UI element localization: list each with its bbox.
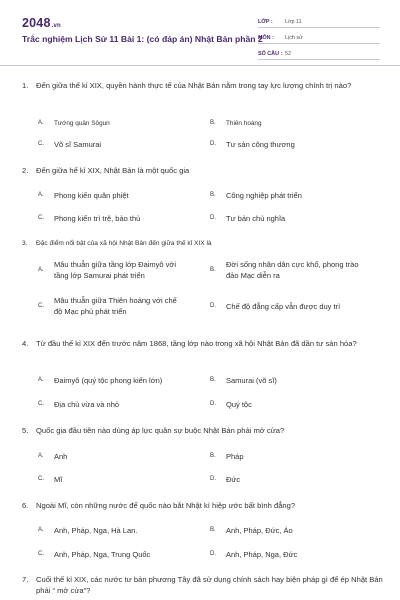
- question-stem: [22, 425, 384, 436]
- option-letter: B.: [210, 376, 216, 383]
- options-q4-row2: [22, 398, 384, 410]
- question-number: 6.: [22, 501, 29, 510]
- option-text: Tướng quân Sôgun: [54, 119, 110, 127]
- option-b[interactable]: [194, 374, 366, 386]
- meta-value: Lịch sử: [285, 35, 303, 41]
- option-b[interactable]: [194, 450, 366, 462]
- option-text: Quý tộc: [226, 399, 252, 409]
- options-q4: [22, 374, 384, 386]
- option-c[interactable]: [22, 548, 194, 560]
- options-q6-row2: [22, 548, 384, 560]
- question-2: [22, 165, 384, 176]
- option-c[interactable]: [22, 294, 194, 318]
- option-text: Đaimyô (quý tộc phong kiến lớn): [54, 375, 163, 385]
- option-letter: B.: [210, 119, 216, 126]
- meta-value: Lớp 11: [285, 19, 302, 25]
- option-letter: D.: [210, 475, 216, 482]
- page-title: Trắc nghiệm Lịch Sử 11 Bài 1: (có đáp án) Nhật Bản phần 2: [22, 34, 263, 44]
- option-text: Mâu thuẫn giữa tầng lớp Đaimyô với tầng lớp Samurai phát triển: [54, 260, 176, 280]
- question-text: Đặc điểm nổi bật của xã hội Nhật Bản đến giữa thế kỉ XIX là: [36, 240, 212, 247]
- options-q2: [22, 189, 384, 201]
- option-d[interactable]: [194, 138, 366, 150]
- option-text: Anh, Pháp, Đức, Áo: [226, 525, 293, 535]
- option-text: Chế độ đẳng cấp vẫn được duy trì: [226, 302, 341, 311]
- option-letter: A.: [38, 452, 44, 459]
- option-letter: A.: [38, 526, 44, 533]
- site-logo[interactable]: [22, 16, 61, 30]
- meta-table: [258, 14, 380, 62]
- option-a[interactable]: [22, 524, 194, 536]
- option-letter: B.: [210, 267, 216, 273]
- meta-label: MÔN :: [258, 35, 274, 41]
- question-number: 1.: [22, 81, 29, 90]
- option-text: Mâu thuẫn giữa Thiên hoàng với chế độ Mạc phủ phát triển: [54, 296, 177, 316]
- option-text: Đời sống nhân dân cực khổ, phong trào đảo Mạc diễn ra: [226, 260, 359, 280]
- option-letter: A.: [38, 267, 44, 273]
- question-number: 7.: [22, 575, 29, 584]
- option-text: Pháp: [226, 451, 244, 461]
- option-text: Anh, Pháp, Nga, Đức: [226, 549, 298, 559]
- question-stem: [22, 338, 384, 349]
- option-letter: C.: [38, 214, 44, 221]
- option-text: Phong kiến trì trệ, bảo thủ: [54, 213, 141, 223]
- option-text: Phong kiến quân phiệt: [54, 190, 129, 200]
- option-text: Anh, Pháp, Nga, Trung Quốc: [54, 549, 151, 559]
- question-number: 2.: [22, 166, 29, 175]
- meta-row-subject: [258, 30, 380, 44]
- options-q1: [22, 117, 384, 129]
- meta-label: SỐ CÂU :: [258, 51, 283, 57]
- question-text: Cuối thế kỉ XIX, các nước tư bản phương Tây đã sử dụng chính sách hay biện pháp gì để ép Nhật Bản phải “ mở cửa”?: [36, 575, 383, 595]
- options-q3: [22, 258, 384, 282]
- question-text: Quốc gia đầu tiên nào dùng áp lực quân sự buộc Nhật Bản phải mở cửa?: [36, 426, 285, 435]
- option-text: Thiên hoàng: [226, 119, 262, 127]
- options-q2-row2: [22, 212, 384, 224]
- option-letter: C.: [38, 400, 44, 407]
- options-q1-row2: [22, 138, 384, 150]
- option-a[interactable]: [22, 189, 194, 201]
- question-text: Ngoài Mĩ, còn những nước đế quốc nào bắt Nhật kí hiệp ước bất bình đẳng?: [36, 501, 296, 510]
- logo-text: 2048: [22, 16, 51, 30]
- question-number: 5.: [22, 426, 29, 435]
- question-1: [22, 80, 384, 91]
- question-stem: [22, 500, 384, 511]
- question-6: [22, 500, 384, 511]
- option-letter: C.: [38, 140, 44, 147]
- question-text: Từ đầu thế kỉ XIX đến trước năm 1868, tầng lớp nào trong xã hội Nhật Bản đã dần tư sản hóa?: [36, 339, 357, 348]
- option-text: Anh: [54, 451, 68, 461]
- option-text: Địa chủ vừa và nhỏ: [54, 399, 120, 409]
- option-letter: B.: [210, 452, 216, 459]
- option-letter: A.: [38, 191, 44, 198]
- question-7: [22, 574, 384, 596]
- option-b[interactable]: [194, 189, 366, 201]
- option-c[interactable]: [22, 212, 194, 224]
- option-c[interactable]: [22, 473, 194, 485]
- question-number: 4.: [22, 339, 29, 348]
- option-a[interactable]: [22, 450, 194, 462]
- option-c[interactable]: [22, 398, 194, 410]
- options-q3-row2: [22, 294, 384, 318]
- option-letter: B.: [210, 526, 216, 533]
- option-d[interactable]: [194, 473, 366, 485]
- question-text: Đến giữa thế kỉ XIX, quyền hành thực tế của Nhật Bản nằm trong tay lực lượng chính trị nào?: [36, 81, 352, 90]
- option-d[interactable]: [194, 294, 366, 318]
- option-c[interactable]: [22, 138, 194, 150]
- option-text: Tư sản công thương: [226, 139, 295, 149]
- option-b[interactable]: [194, 524, 366, 536]
- option-d[interactable]: [194, 398, 366, 410]
- meta-value: 52: [285, 51, 291, 57]
- option-text: Samurai (võ sĩ): [226, 375, 277, 385]
- question-5: [22, 425, 384, 436]
- options-q6: [22, 524, 384, 536]
- question-stem: [22, 238, 384, 249]
- option-letter: C.: [38, 475, 44, 482]
- option-letter: A.: [38, 376, 44, 383]
- question-number: 3.: [22, 240, 28, 247]
- options-q5: [22, 450, 384, 462]
- logo-tld: .vn: [51, 23, 61, 29]
- option-letter: C.: [38, 550, 44, 557]
- meta-row-count: [258, 46, 380, 60]
- option-letter: D.: [210, 214, 216, 221]
- option-letter: B.: [210, 191, 216, 198]
- option-b[interactable]: [194, 258, 366, 282]
- option-a[interactable]: [22, 117, 194, 129]
- option-letter: D.: [210, 303, 216, 309]
- question-stem: [22, 165, 384, 176]
- option-a[interactable]: [22, 374, 194, 386]
- question-text: Đến giữa hế kỉ XIX, Nhật Bản là một quốc gia: [36, 166, 190, 175]
- question-stem: [22, 574, 384, 596]
- question-stem: [22, 80, 384, 91]
- option-d[interactable]: [194, 548, 366, 560]
- option-letter: D.: [210, 550, 216, 557]
- meta-row-class: [258, 14, 380, 28]
- header: [0, 0, 400, 66]
- question-4: [22, 338, 384, 349]
- option-text: Mĩ: [54, 474, 63, 484]
- option-text: Công nghiệp phát triển: [226, 190, 302, 200]
- option-text: Võ sĩ Samurai: [54, 139, 102, 149]
- option-b[interactable]: [194, 117, 366, 129]
- meta-label: LỚP :: [258, 19, 273, 25]
- question-3: [22, 238, 384, 249]
- option-letter: D.: [210, 400, 216, 407]
- options-q5-row2: [22, 473, 384, 485]
- option-letter: A.: [38, 119, 44, 126]
- option-text: Anh, Pháp, Nga, Hà Lan.: [54, 525, 138, 535]
- option-letter: C.: [38, 303, 44, 309]
- option-text: Đức: [226, 474, 241, 484]
- option-text: Tư bản chủ nghĩa: [226, 213, 286, 223]
- option-d[interactable]: [194, 212, 366, 224]
- option-a[interactable]: [22, 258, 194, 282]
- option-letter: D.: [210, 140, 216, 147]
